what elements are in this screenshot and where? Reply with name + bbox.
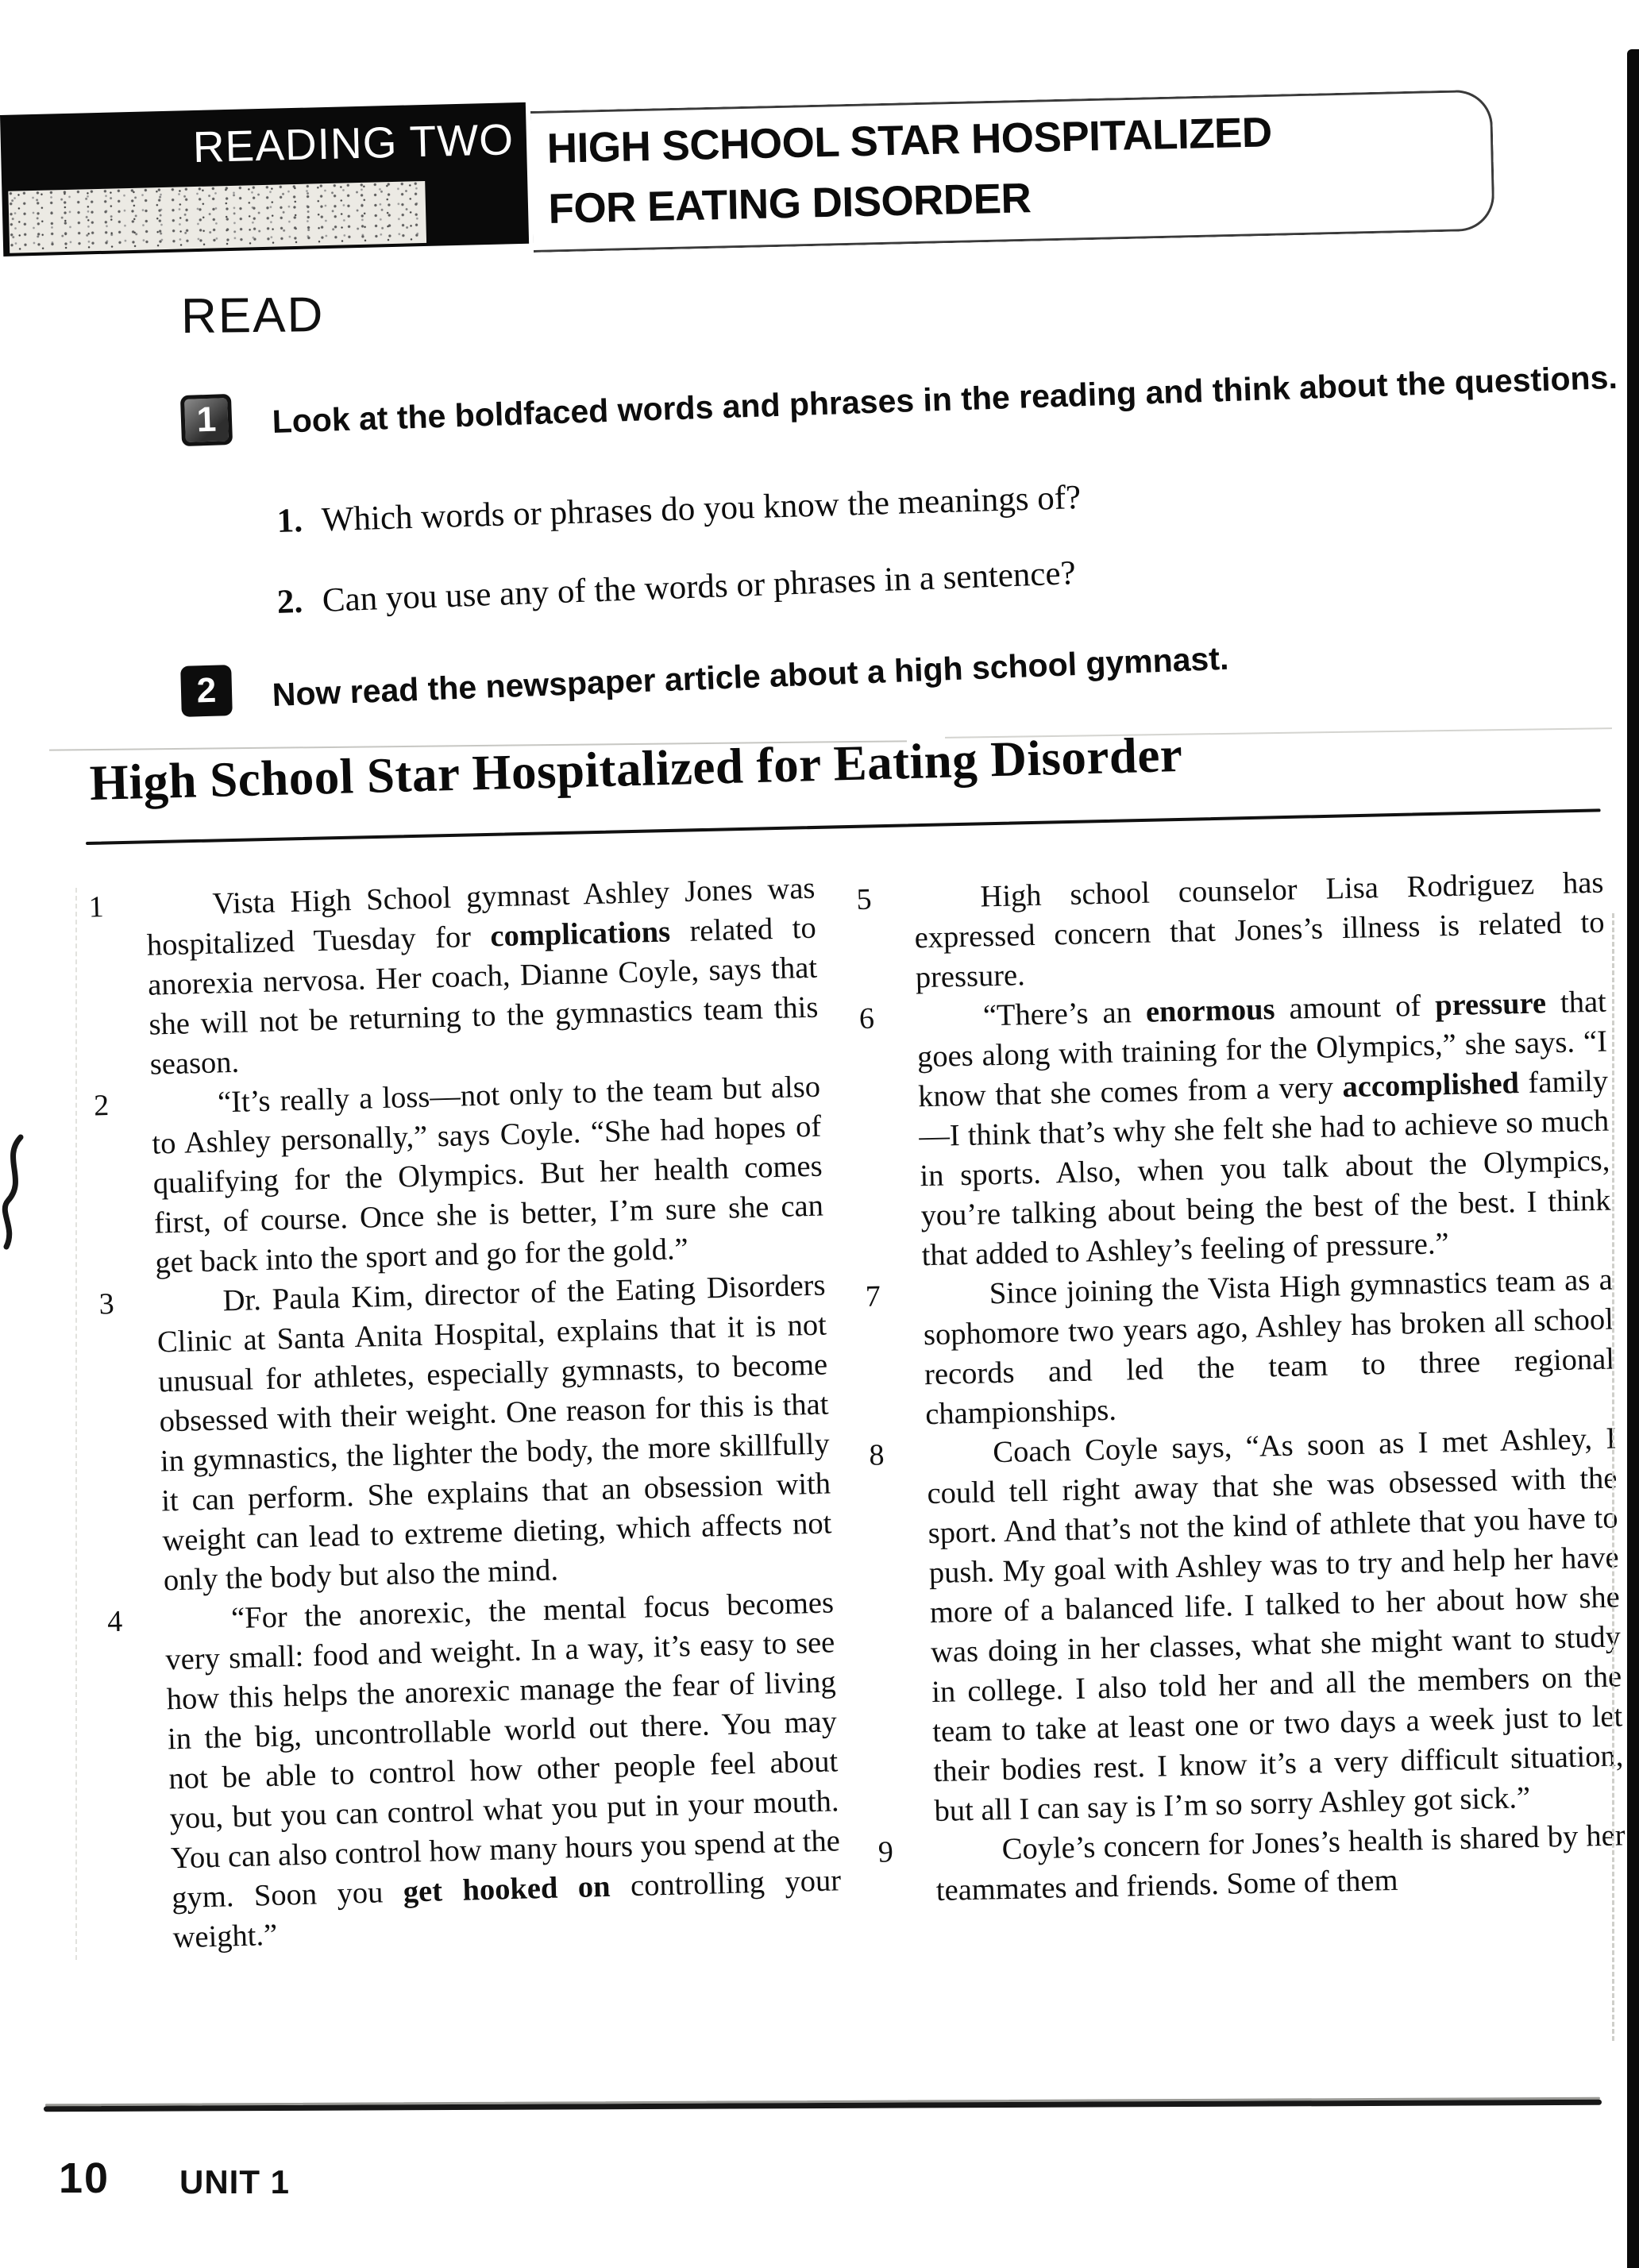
paragraph-text [156,1266,833,1601]
vocab-term: get hooked on [403,1869,611,1909]
paragraph-text [935,1815,1626,1911]
paragraph-text [922,1260,1615,1435]
exercise-1-instruction: Look at the boldfaced words and phrases in the reading and think about the questions. [272,358,1618,440]
paragraph-segment: Vista High School gymnast Ashley Jones was hospitalized Tuesday for [146,871,816,962]
paragraph-segment: “It’s really a loss—not only to the team but also to Ashley personally,” says Coyle. “She had hopes of qualifying for the Olympics. But her health comes first, of course. Once she is better, I’m sure she can get back into the sport and go for the gold.” [151,1070,824,1280]
exercise-2-instruction: Now read the newspaper article about a high school gymnast. [272,639,1230,713]
paragraph-number: 4 [106,1604,123,1639]
header-title-line-2: FOR EATING DISORDER [547,175,1032,233]
paragraph-number: 1 [88,890,105,924]
paragraph-number: 9 [877,1835,894,1869]
page-number: 10 [59,2154,110,2202]
paragraph-number: 5 [856,882,873,916]
question-1 [276,478,1082,541]
question-2-text: Can you use any of the words or phrases in a sentence? [321,554,1077,619]
vocab-term: accomplished [1342,1066,1520,1105]
pen-scribble-mark [0,1134,32,1253]
question-2-number: 2. [276,582,303,621]
paragraph-segment: “For the anorexic, the mental focus becomes very small: food and weight. In a way, it’s easy to see how this helps the anorexic manage the fear of living in the big, uncontrollable world out there. You may not be able to control how other people feel about you, but you can control what you put in your mouth. You can also control how many hours you spend at the gym. Soon you [164,1586,841,1915]
paragraph-segment: Coyle’s concern for Jones’s health is shared by her teammates and friends. Some of them [935,1819,1626,1908]
header-title-line-1: HIGH SCHOOL STAR HOSPITALIZED [546,109,1273,172]
article-columns [75,866,1626,1960]
paragraph-number: 3 [98,1286,115,1321]
article-paragraph [877,1815,1626,1911]
article-paragraph [865,1260,1615,1436]
vocab-term: pressure [1434,986,1547,1023]
article-paragraph [869,1418,1625,1832]
paragraph-segment: Dr. Paula Kim, director of the Eating Disorders Clinic at Santa Anita Hospital, explains that it is not unusual for athletes, especially gymnasts, to become obsessed with their weight. One reason for this is that in gymnastics, the lighter the body, the more skillfully it can perform. She explains that an obsession with weight can lead to extreme dieting, which affects not only the body but also the mind. [156,1268,832,1598]
article-right-edge-rule [1612,913,1614,2041]
article-paragraph [88,869,820,1086]
banner-label: READING TWO [192,114,515,172]
paragraph-segment: family—I think that’s why she felt she had to achieve so much in sports. Also, when you talk about the Olympics, you’re talking about being the best of the best. I think that added to Ashley’s feeling of pressure.” [918,1064,1611,1273]
question-2 [276,554,1076,622]
paragraph-text [151,1067,825,1283]
question-1-text: Which words or phrases do you know the meanings of? [321,478,1082,539]
paragraph-text [916,982,1612,1276]
article-title: High School Star Hospitalized for Eating Disorder [89,726,1184,811]
question-1-number: 1. [276,502,303,540]
header-title [546,98,1486,240]
article-column [856,863,1628,1960]
paragraph-text [145,869,820,1085]
paragraph-number: 2 [93,1089,110,1123]
article-title-underline [86,808,1601,845]
paragraph-segment: related to anorexia nervosa. Her coach, Dianne Coyle, says that she will not be returning to the gymnastics team this season. [147,911,819,1082]
paragraph-segment: High school counselor Lisa Rodriguez has expressed concern that Jones’s illness is related to pressure. [914,866,1605,995]
paragraph-segment: controlling your weight.” [172,1864,842,1955]
paragraph-number: 6 [858,1001,875,1036]
paragraph-text [926,1418,1625,1831]
paragraph-segment: Since joining the Vista High gymnastics team as a sophomore two years ago, Ashley has broken all school records and led the team to three regional championships. [923,1263,1615,1432]
article-bottom-rule [44,2100,1602,2112]
vocab-term: complications [489,915,671,954]
exercise-1-badge: 1 [180,394,233,446]
paragraph-number: 8 [868,1438,885,1472]
paragraph-segment: Coach Coyle says, “As soon as I met Ashley, I could tell right away that she was obsessed with the sport. And that’s not the kind of athlete that you have to push. My goal with Ashley was to try and help her have more of a balanced life. I talked to her about how she was doing in her classes, what she might want to study in college. I also told her and all the members on the team to take at least one or two days a week just to let their bodies rest. I know it’s a very difficult situation, but all I can say is I’m so sorry Ashley got sick.” [927,1421,1624,1829]
reading-two-banner [0,102,529,256]
paragraph-text [164,1583,843,1958]
paragraph-text [913,863,1606,998]
unit-label: UNIT 1 [179,2163,291,2200]
read-heading: READ [180,287,325,344]
vocab-term: enormous [1145,993,1275,1029]
paragraph-number: 7 [865,1279,881,1313]
article-paragraph [98,1266,833,1603]
article-paragraph [856,863,1606,999]
photo-texture [8,181,426,253]
article-paragraph [107,1583,843,1959]
paragraph-segment: “There’s an [982,995,1147,1033]
paragraph-segment: that goes along with training for the Olympics,” she says. “I know that she comes from a very [916,985,1608,1114]
article-column [77,869,843,1960]
exercise-2-badge: 2 [180,665,233,717]
page-binding-shadow [1627,49,1639,2268]
paragraph-segment: amount of [1274,989,1436,1027]
article-paragraph [94,1067,825,1285]
article-paragraph [858,982,1612,1277]
